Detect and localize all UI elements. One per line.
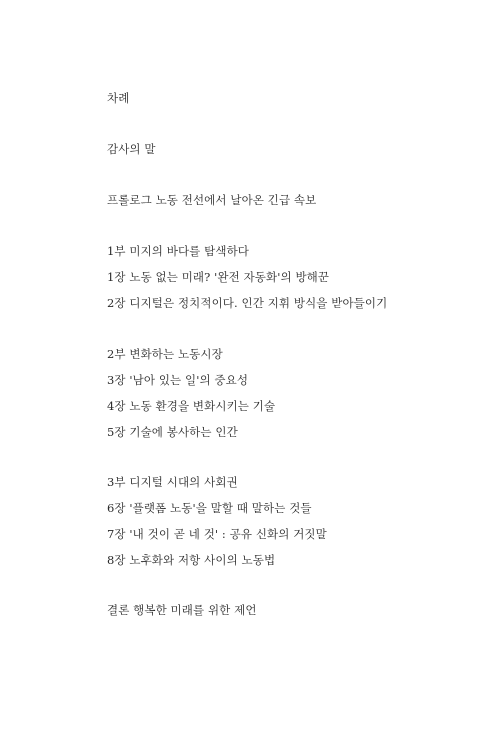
toc-item-conclusion: 결론 행복한 미래를 위한 제언 (107, 603, 257, 617)
toc-chapter-3: 3장 '남아 있는 일'의 중요성 (107, 373, 249, 387)
toc-part-3-title: 3부 디지털 시대의 사회권 (107, 475, 238, 489)
toc-chapter-1: 1장 노동 없는 미래? '완전 자동화'의 방해꾼 (107, 270, 330, 284)
toc-heading: 차례 (107, 91, 130, 105)
toc-chapter-4: 4장 노동 환경을 변화시키는 기술 (107, 399, 276, 413)
toc-part-1-title: 1부 미지의 바다를 탐색하다 (107, 244, 249, 258)
toc-chapter-5: 5장 기술에 봉사하는 인간 (107, 425, 238, 439)
toc-chapter-8: 8장 노후화와 저항 사이의 노동법 (107, 553, 276, 567)
toc-chapter-2: 2장 디지털은 정치적이다. 인간 지휘 방식을 받아들이기 (107, 296, 388, 310)
toc-part-2-title: 2부 변화하는 노동시장 (107, 347, 223, 361)
toc-chapter-6: 6장 '플랫폼 노동'을 말할 때 말하는 것들 (107, 501, 312, 515)
toc-item-prologue: 프롤로그 노동 전선에서 날아온 긴급 속보 (107, 193, 317, 207)
toc-item-acknowledgments: 감사의 말 (107, 142, 156, 156)
toc-chapter-7: 7장 '내 것이 곧 네 것' : 공유 신화의 거짓말 (107, 527, 327, 541)
